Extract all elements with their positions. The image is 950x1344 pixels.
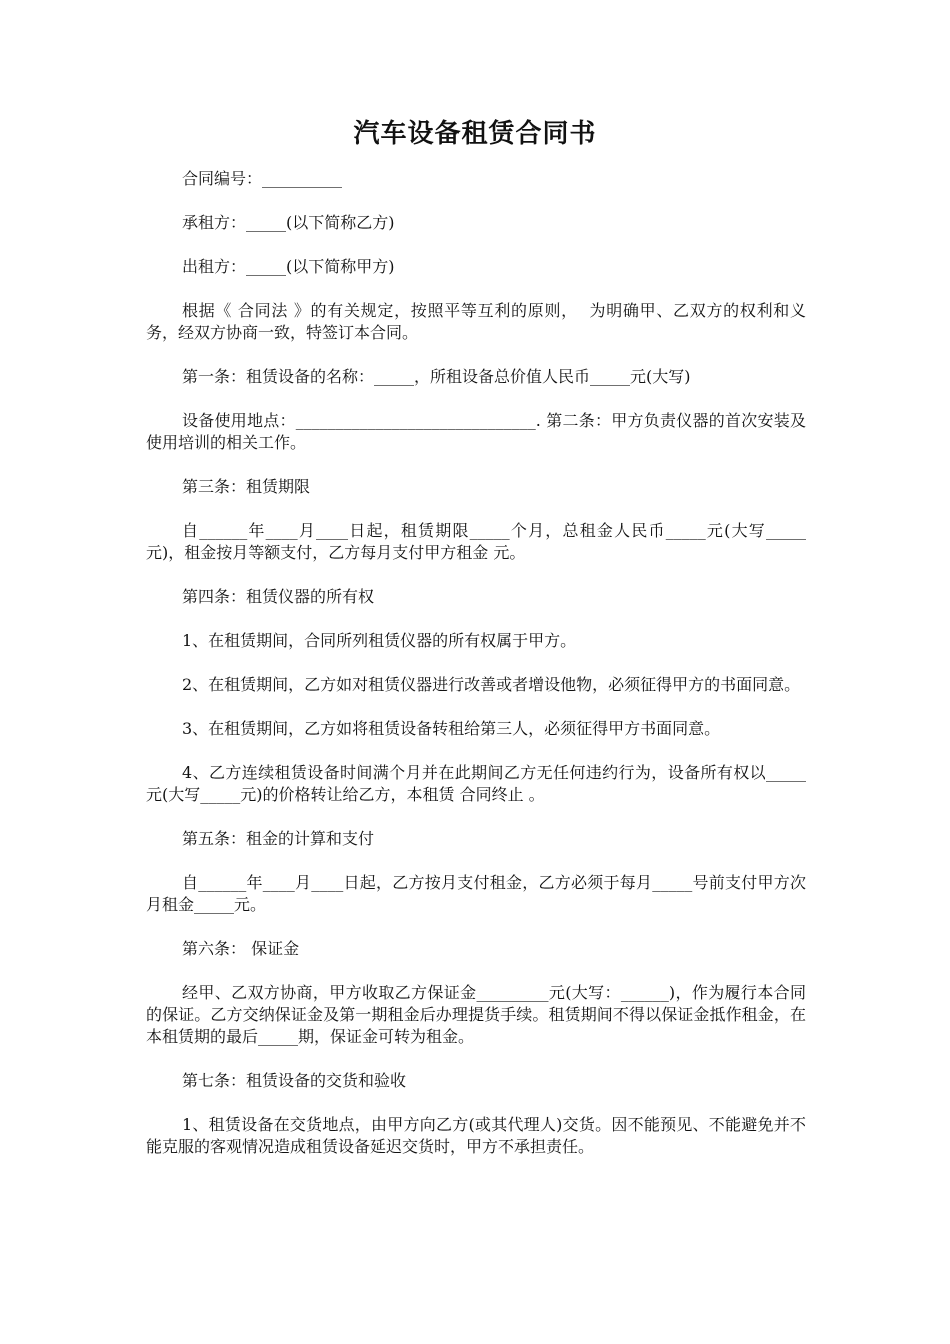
article-4-item-3: 3、在租赁期间，乙方如将租赁设备转租给第三人，必须征得甲方书面同意。 [182,719,721,738]
article-4-item-4: 4、乙方连续租赁设备时间满个月并在此期间乙方无任何违约行为，设备所有权以_____元(大写_____元)的价格转让给乙方，本租赁 合同终止 。 [146,763,806,804]
contract-number: 合同编号：__________ [182,169,343,188]
article-6-body: 经甲、乙双方协商，甲方收取乙方保证金_________元(大写：______)，作为履行本合同的保证。乙方交纳保证金及第一期租金后办理提货手续。租赁期间不得以保证金抵作租金，在本租赁期的最后_____期，保证金可转为租金。 [146,983,806,1046]
lessor-line: 出租方：_____(以下简称甲方) [182,257,395,276]
article-3-body: 自______年____月____日起，租赁期限_____个月，总租金人民币_____元(大写_____元)，租金按月等额支付，乙方每月支付甲方租金 元。 [146,521,806,562]
article-4-heading: 第四条：租赁仪器的所有权 [182,587,375,606]
preamble-paragraph: 根据《 合同法 》的有关规定，按照平等互利的原则， 为明确甲、乙双方的权利和义务，经双方协商一致，特签订本合同。 [146,301,806,342]
article-5-heading: 第五条：租金的计算和支付 [182,829,375,848]
article-1: 第一条：租赁设备的名称：_____，所租设备总价值人民币_____元(大写) [182,367,691,386]
article-4-item-2: 2、在租赁期间，乙方如对租赁仪器进行改善或者增设他物，必须征得甲方的书面同意。 [182,675,801,694]
article-4-item-1: 1、在租赁期间，合同所列租赁仪器的所有权属于甲方。 [182,631,577,650]
document-title: 汽车设备租赁合同书 [353,119,597,149]
article-5-body: 自______年____月____日起，乙方按月支付租金，乙方必须于每月_____号前支付甲方次月租金_____元。 [146,873,806,914]
article-7-item-1: 1、租赁设备在交货地点，由甲方向乙方(或其代理人)交货。因不能预见、不能避免并不能克服的客观情况造成租赁设备延迟交货时，甲方不承担责任。 [146,1115,806,1156]
document-body [146,168,806,1180]
usage-location-and-article-2: 设备使用地点：______________________________. 第二条：甲方负责仪器的首次安装及使用培训的相关工作。 [146,411,806,452]
article-7-heading: 第七条：租赁设备的交货和验收 [182,1071,407,1090]
lessee-line: 承租方：_____(以下简称乙方) [182,213,395,232]
article-3-heading: 第三条：租赁期限 [182,477,311,496]
article-6-heading: 第六条： 保证金 [182,939,300,958]
